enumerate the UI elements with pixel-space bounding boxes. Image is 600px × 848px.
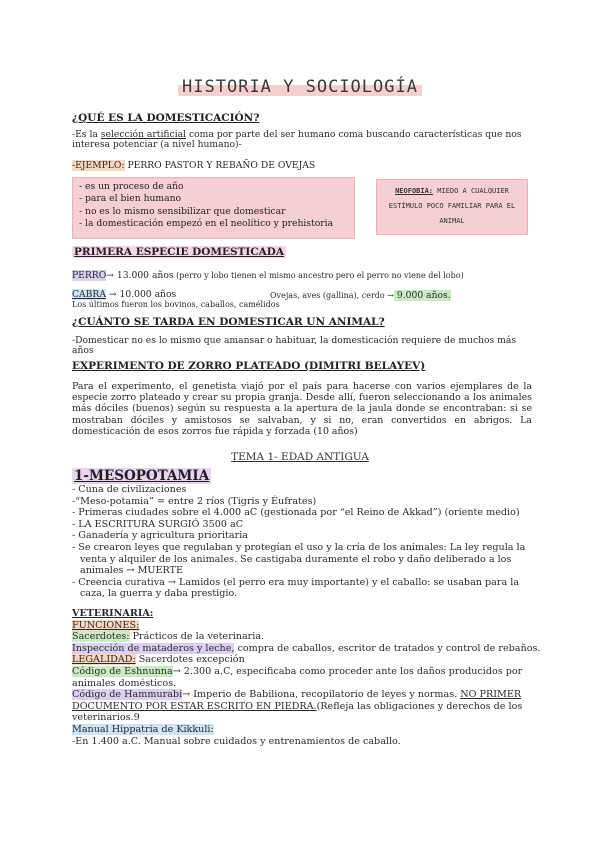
heading-zorro: EXPERIMENTO DE ZORRO PLATEADO (DIMITRI BELAYEV)	[72, 360, 426, 372]
cabra-label: CABRA	[72, 289, 106, 300]
sacerdotes-label: Sacerdotes:	[72, 631, 130, 643]
definition-underlined: selección artificial	[100, 129, 187, 140]
list-item: - Primeras ciudades sobre el 4.000 aC (gestionada por “el Reino de Akkad”) (oriente medio)	[72, 507, 520, 519]
ovejas-years: 9.000 años.	[393, 290, 451, 301]
funciones-label: FUNCIONES:	[72, 619, 140, 631]
example-line	[72, 161, 315, 171]
notes-item: - no es lo mismo sensibilizar que domesticar	[79, 206, 348, 218]
example-text: PERRO PASTOR Y REBAÑO DE OVEJAS	[124, 160, 316, 171]
hammurabi-label: Código de Hammurabi	[72, 689, 183, 701]
perro-years: → 13.000 años	[106, 270, 174, 281]
inspeccion-text: compra de caballos, escritor de tratados y control de rebaños.	[234, 642, 541, 654]
definition-pre: -Es la	[72, 129, 101, 140]
hammurabi-tail: (Refleja las obligaciones y derechos de los veterinarios.9	[72, 700, 523, 724]
perro-label: PERRO	[72, 270, 107, 281]
notes-item: - para el bien humano	[79, 193, 348, 205]
list-item: caza, la guerra y daba prestigio.	[80, 588, 238, 600]
perro-line	[72, 271, 532, 281]
neofobia-label: NEOFOBIA:	[395, 187, 434, 195]
list-item: - LA ESCRITURA SURGIÓ 3500 aC	[72, 518, 244, 530]
list-item: venta y alquiler de los animales. Se castigaba duramente el robo y daño deliberado a los	[80, 553, 512, 565]
legalidad-label: LEGALIDAD:	[72, 654, 136, 666]
notes-item: - es un proceso de año	[79, 181, 348, 193]
kikkuli-label: Manual Hippatria de Kikkuli:	[72, 723, 214, 735]
eshnunna-text: → 2.300 a.C, especificaba como proceder ante los daños producidos por animales domésticos.	[72, 665, 523, 689]
heading-domesticacion: ¿QUÉ ES LA DOMESTICACIÓN?	[72, 112, 260, 124]
veterinaria-section	[72, 608, 542, 747]
heading-cuanto: ¿CUÁNTO SE TARDA EN DOMESTICAR UN ANIMAL?	[72, 316, 385, 328]
inspeccion-label: Inspección de mataderos y leche,	[72, 642, 235, 654]
list-item: -“Meso-potamia” = entre 2 ríos (Tigris y Éufrates)	[72, 495, 317, 507]
list-item: - Se crearon leyes que regulaban y protegían el uso y la cría de los animales: La ley regula la	[72, 541, 526, 553]
heading-primera-especie: PRIMERA ESPECIE DOMESTICADA	[74, 246, 285, 258]
eshnunna-label: Código de Eshnunna	[72, 665, 173, 677]
notes-box	[72, 177, 355, 239]
cabra-years: → 10.000 años	[105, 289, 177, 300]
zorro-paragraph: Para el experimento, el genetista viajó por el país para hacerse con varios ejemplares de la especie zorro plateado y crear su propia granja. Desde allí, fueron seleccionando a los animales más dóciles (buenos) según su respuesta a la apertura de la jaula donde se encontraban: si se mostraban dóciles y amistosos se salvaban, y si no, eran convertidos en abrigos. La domesticación de esos zorros fue rápida y forzada (10 años)	[72, 381, 532, 437]
cuanto-text: -Domesticar no es lo mismo que amansar o habituar, la domesticación requiere de muchos más años	[72, 335, 517, 356]
notes-item: - la domesticación empezó en el neolítico y prehistoria	[79, 218, 348, 230]
ovejas-text: Ovejas, aves (gallina), cerdo →	[270, 291, 394, 300]
definition-paragraph	[72, 130, 532, 150]
definition-post: coma por parte del ser humano coma buscando características que nos interesa potenciar (a nivel humano)-	[72, 129, 522, 150]
perro-note: (perro y lobo tienen el mismo ancestro pero el perro no viene del lobo)	[173, 271, 464, 280]
example-label: -EJEMPLO:	[72, 160, 125, 171]
page-title	[0, 76, 600, 98]
list-item: animales → MUERTE	[80, 565, 183, 577]
page-title-text: HISTORIA Y SOCIOLOGÍA	[178, 76, 422, 98]
sacerdotes-text: Prácticos de la veterinaria.	[129, 631, 265, 643]
ovejas-line	[270, 291, 550, 301]
veterinaria-heading: VETERINARIA:	[72, 608, 154, 619]
kikkuli-text: -En 1.400 a.C. Manual sobre cuidados y entrenamientos de caballo.	[72, 735, 401, 747]
heading-mesopotamia: 1-MESOPOTAMIA	[74, 468, 210, 484]
neofobia-text: MIEDO A CUALQUIER ESTÍMULO POCO FAMILIAR PARA EL ANIMAL	[388, 187, 516, 225]
mesopotamia-list	[72, 484, 542, 600]
hammurabi-underlined: NO PRIMER DOCUMENTO POR ESTAR ESCRITO EN PIEDRA.	[72, 689, 522, 712]
legalidad-text: Sacerdotes excepción	[135, 654, 245, 666]
list-item: - Creencia curativa → Lamidos (el perro era muy importante) y el caballo: se usaban para la	[72, 576, 520, 588]
neofobia-box	[376, 179, 528, 235]
list-item: - Cuna de civilizaciones	[72, 484, 187, 495]
ultimos-line: Los últimos fueron los bovinos, caballos, camélidos	[72, 300, 280, 309]
list-item: - Ganadería y agricultura prioritaria	[72, 530, 248, 542]
tema-heading: TEMA 1- EDAD ANTIGUA	[231, 451, 369, 463]
hammurabi-text: → Imperio de Babiliona, recopilatorio de leyes y normas.	[182, 689, 461, 701]
